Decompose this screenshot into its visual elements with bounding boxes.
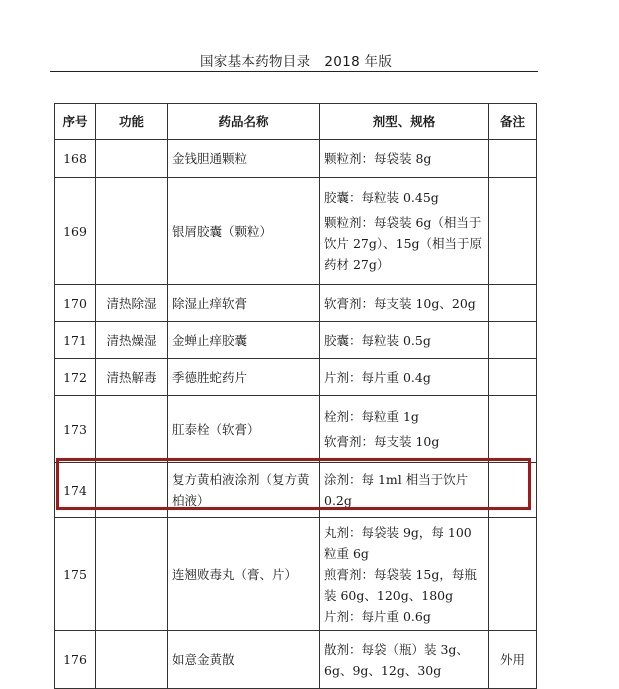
row-function: 清热除湿 xyxy=(96,285,168,322)
header-rule xyxy=(50,71,538,72)
table-row xyxy=(55,140,537,178)
row-dosage-spec xyxy=(320,359,489,396)
row-number: 176 xyxy=(55,631,96,689)
spec-line: 胶囊：每粒装 0.5g xyxy=(324,332,431,348)
row-dosage-spec xyxy=(320,463,489,518)
row-number: 174 xyxy=(55,463,96,518)
row-drug-name: 金蝉止痒胶囊 xyxy=(168,322,320,359)
row-drug-name: 季德胜蛇药片 xyxy=(168,359,320,396)
spec-line: 软膏剂：每支装 10g、20g xyxy=(324,295,476,311)
spec-line: 煎膏剂：每袋装 15g，每瓶装 60g、120g、180g xyxy=(324,566,477,603)
column-header-no: 序号 xyxy=(55,104,96,140)
table-row xyxy=(55,178,537,285)
row-drug-name: 肛泰栓（软膏） xyxy=(168,396,320,463)
spec-line: 涂剂：每 1ml 相当于饮片 0.2g xyxy=(324,472,469,508)
row-number: 169 xyxy=(55,178,96,285)
table-row xyxy=(55,518,537,631)
table-row xyxy=(55,463,537,518)
table-row xyxy=(55,285,537,322)
row-dosage-spec xyxy=(320,285,489,322)
row-dosage-spec xyxy=(320,322,489,359)
document-title: 国家基本药物目录 xyxy=(200,54,311,70)
table-header-row xyxy=(55,104,537,140)
row-drug-name: 银屑胶囊（颗粒） xyxy=(168,178,320,285)
row-number: 170 xyxy=(55,285,96,322)
row-dosage-spec xyxy=(320,396,489,463)
table-row xyxy=(55,359,537,396)
row-number: 173 xyxy=(55,396,96,463)
spec-line: 散剂：每袋（瓶）装 3g、6g、9g、12g、30g xyxy=(324,641,469,678)
row-number: 168 xyxy=(55,140,96,178)
column-header-remarks: 备注 xyxy=(489,104,537,140)
row-dosage-spec xyxy=(320,518,489,631)
column-header-dosage-spec: 剂型、规格 xyxy=(320,104,489,140)
spec-line: 软膏剂：每支装 10g xyxy=(324,434,440,449)
spec-line: 胶囊：每粒装 0.45g xyxy=(324,190,439,205)
document-header xyxy=(200,50,392,70)
row-function xyxy=(96,463,168,518)
spec-line: 栓剂：每粒重 1g xyxy=(324,409,419,424)
row-function xyxy=(96,140,168,178)
row-drug-name: 除湿止痒软膏 xyxy=(168,285,320,322)
row-remarks xyxy=(489,359,537,396)
row-drug-name: 金钱胆通颗粒 xyxy=(168,140,320,178)
row-drug-name: 连翘败毒丸（膏、片） xyxy=(168,518,320,631)
row-function xyxy=(96,178,168,285)
row-remarks xyxy=(489,285,537,322)
row-remarks xyxy=(489,396,537,463)
row-remarks: 外用 xyxy=(489,631,537,689)
document-edition: 2018 年版 xyxy=(324,54,393,70)
spec-line: 颗粒剂：每袋装 8g xyxy=(324,151,432,166)
row-dosage-spec xyxy=(320,178,489,285)
spec-line: 片剂：每片重 0.6g xyxy=(324,608,431,624)
table-row xyxy=(55,322,537,359)
row-number: 171 xyxy=(55,322,96,359)
row-remarks xyxy=(489,518,537,631)
spec-line: 颗粒剂：每袋装 6g（相当于饮片 27g）、15g（相当于原药材 27g） xyxy=(324,215,483,272)
row-remarks xyxy=(489,178,537,285)
row-remarks xyxy=(489,322,537,359)
row-remarks xyxy=(489,463,537,518)
row-remarks xyxy=(489,140,537,178)
column-header-drug-name: 药品名称 xyxy=(168,104,320,140)
drug-list-table xyxy=(54,103,537,689)
spec-line: 丸剂：每袋装 9g，每 100 粒重 6g xyxy=(324,524,472,561)
row-function xyxy=(96,396,168,463)
row-drug-name: 复方黄柏液涂剂（复方黄柏液） xyxy=(168,463,320,518)
row-function: 清热燥湿 xyxy=(96,322,168,359)
spec-line: 片剂：每片重 0.4g xyxy=(324,369,431,385)
row-dosage-spec xyxy=(320,140,489,178)
row-drug-name: 如意金黄散 xyxy=(168,631,320,689)
column-header-function: 功能 xyxy=(96,104,168,140)
row-function xyxy=(96,518,168,631)
row-number: 172 xyxy=(55,359,96,396)
row-number: 175 xyxy=(55,518,96,631)
table-row xyxy=(55,396,537,463)
row-function: 清热解毒 xyxy=(96,359,168,396)
